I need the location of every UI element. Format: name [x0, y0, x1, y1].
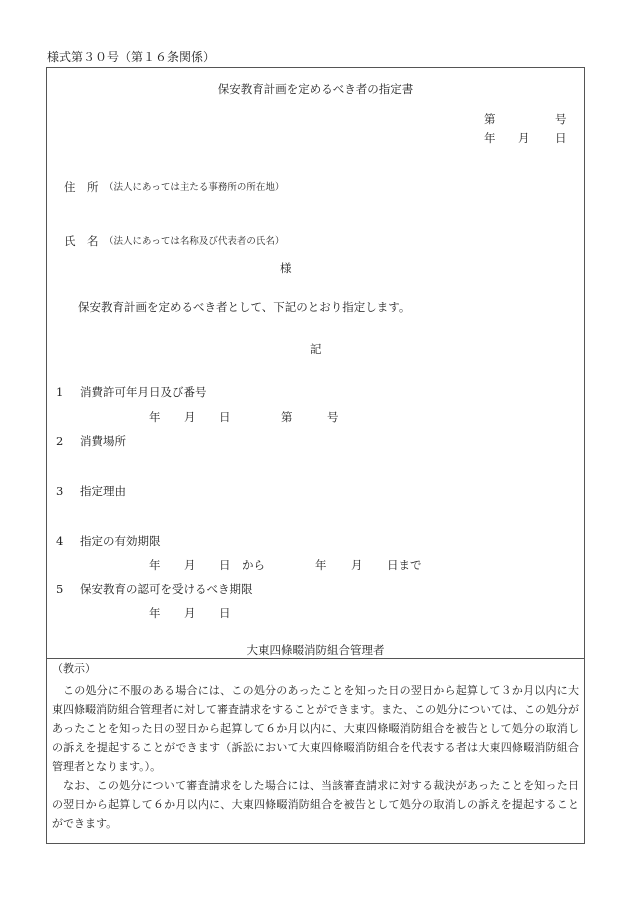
item-4-kara: から — [242, 558, 265, 572]
address-label: 住 所 — [64, 180, 99, 194]
notice-paragraph-1: この処分に不服のある場合には、この処分のあったことを知った日の翌日から起算して３か月以内に大東四條畷消防組合管理者に対して審査請求をすることができます。また、この処分については、この処分があったことを知った日の翌日から起算して６か月以内に、大東四條畷消防組合を被告として処分の取消しの訴えを提起することができます（訴訟において大東四條畷消防組合を代表する者は大東四條畷消防組合管理者となります。）。 — [52, 684, 579, 773]
issue-date-day: 日 — [555, 131, 567, 145]
item-1-day: 日 — [219, 410, 231, 424]
notice-body — [52, 681, 579, 833]
notice-heading: （教示） — [52, 662, 96, 675]
item-4-from-month: 月 — [184, 558, 196, 572]
ki-heading: 記 — [310, 342, 322, 356]
name-label: 氏 名 — [64, 234, 99, 248]
document-title: 保安教育計画を定めるべき者の指定書 — [217, 82, 414, 96]
item-2-label: 消費場所 — [80, 434, 126, 448]
item-1-label: 消費許可年月日及び番号 — [80, 385, 207, 399]
item-4-number: 4 — [56, 534, 64, 548]
designation-statement: 保安教育計画を定めるべき者として、下記のとおり指定します。 — [78, 300, 411, 314]
item-4-to-year: 年 — [315, 558, 327, 572]
item-5-label: 保安教育の認可を受けるべき期限 — [80, 582, 253, 596]
name-note: （法人にあっては名称及び代表者の氏名） — [104, 236, 285, 247]
issuer-name: 大東四條畷消防組合管理者 — [246, 643, 385, 657]
item-2-number: 2 — [56, 434, 64, 448]
item-3-label: 指定理由 — [80, 484, 126, 498]
notice-paragraph-2: なお、この処分について審査請求をした場合には、当該審査請求に対する裁決があったことを知った日の翌日から起算して６か月以内に、大東四條畷消防組合を被告として処分の取消しの訴えを提起することができます。 — [52, 779, 579, 830]
item-4-to-day: 日まで — [387, 558, 422, 572]
notice-divider — [46, 658, 585, 659]
honorific-sama: 様 — [280, 261, 292, 275]
issue-date-year: 年 — [484, 131, 496, 145]
item-5-month: 月 — [184, 606, 196, 620]
item-4-from-year: 年 — [149, 558, 161, 572]
item-5-day: 日 — [219, 606, 231, 620]
item-4-from-day: 日 — [219, 558, 231, 572]
item-5-year: 年 — [149, 606, 161, 620]
issue-date-month: 月 — [518, 131, 530, 145]
item-1-dai: 第 — [281, 410, 293, 424]
item-1-month: 月 — [184, 410, 196, 424]
item-5-number: 5 — [56, 582, 64, 596]
item-4-label: 指定の有効期限 — [80, 534, 161, 548]
item-3-number: 3 — [56, 484, 64, 498]
doc-number-go: 号 — [555, 112, 567, 126]
item-1-year: 年 — [149, 410, 161, 424]
address-note: （法人にあっては主たる事務所の所在地） — [104, 182, 285, 193]
doc-number-dai: 第 — [484, 112, 496, 126]
item-4-to-month: 月 — [351, 558, 363, 572]
form-id: 様式第３０号（第１６条関係） — [47, 50, 216, 64]
item-1-number: 1 — [56, 385, 64, 399]
item-1-go: 号 — [327, 410, 339, 424]
